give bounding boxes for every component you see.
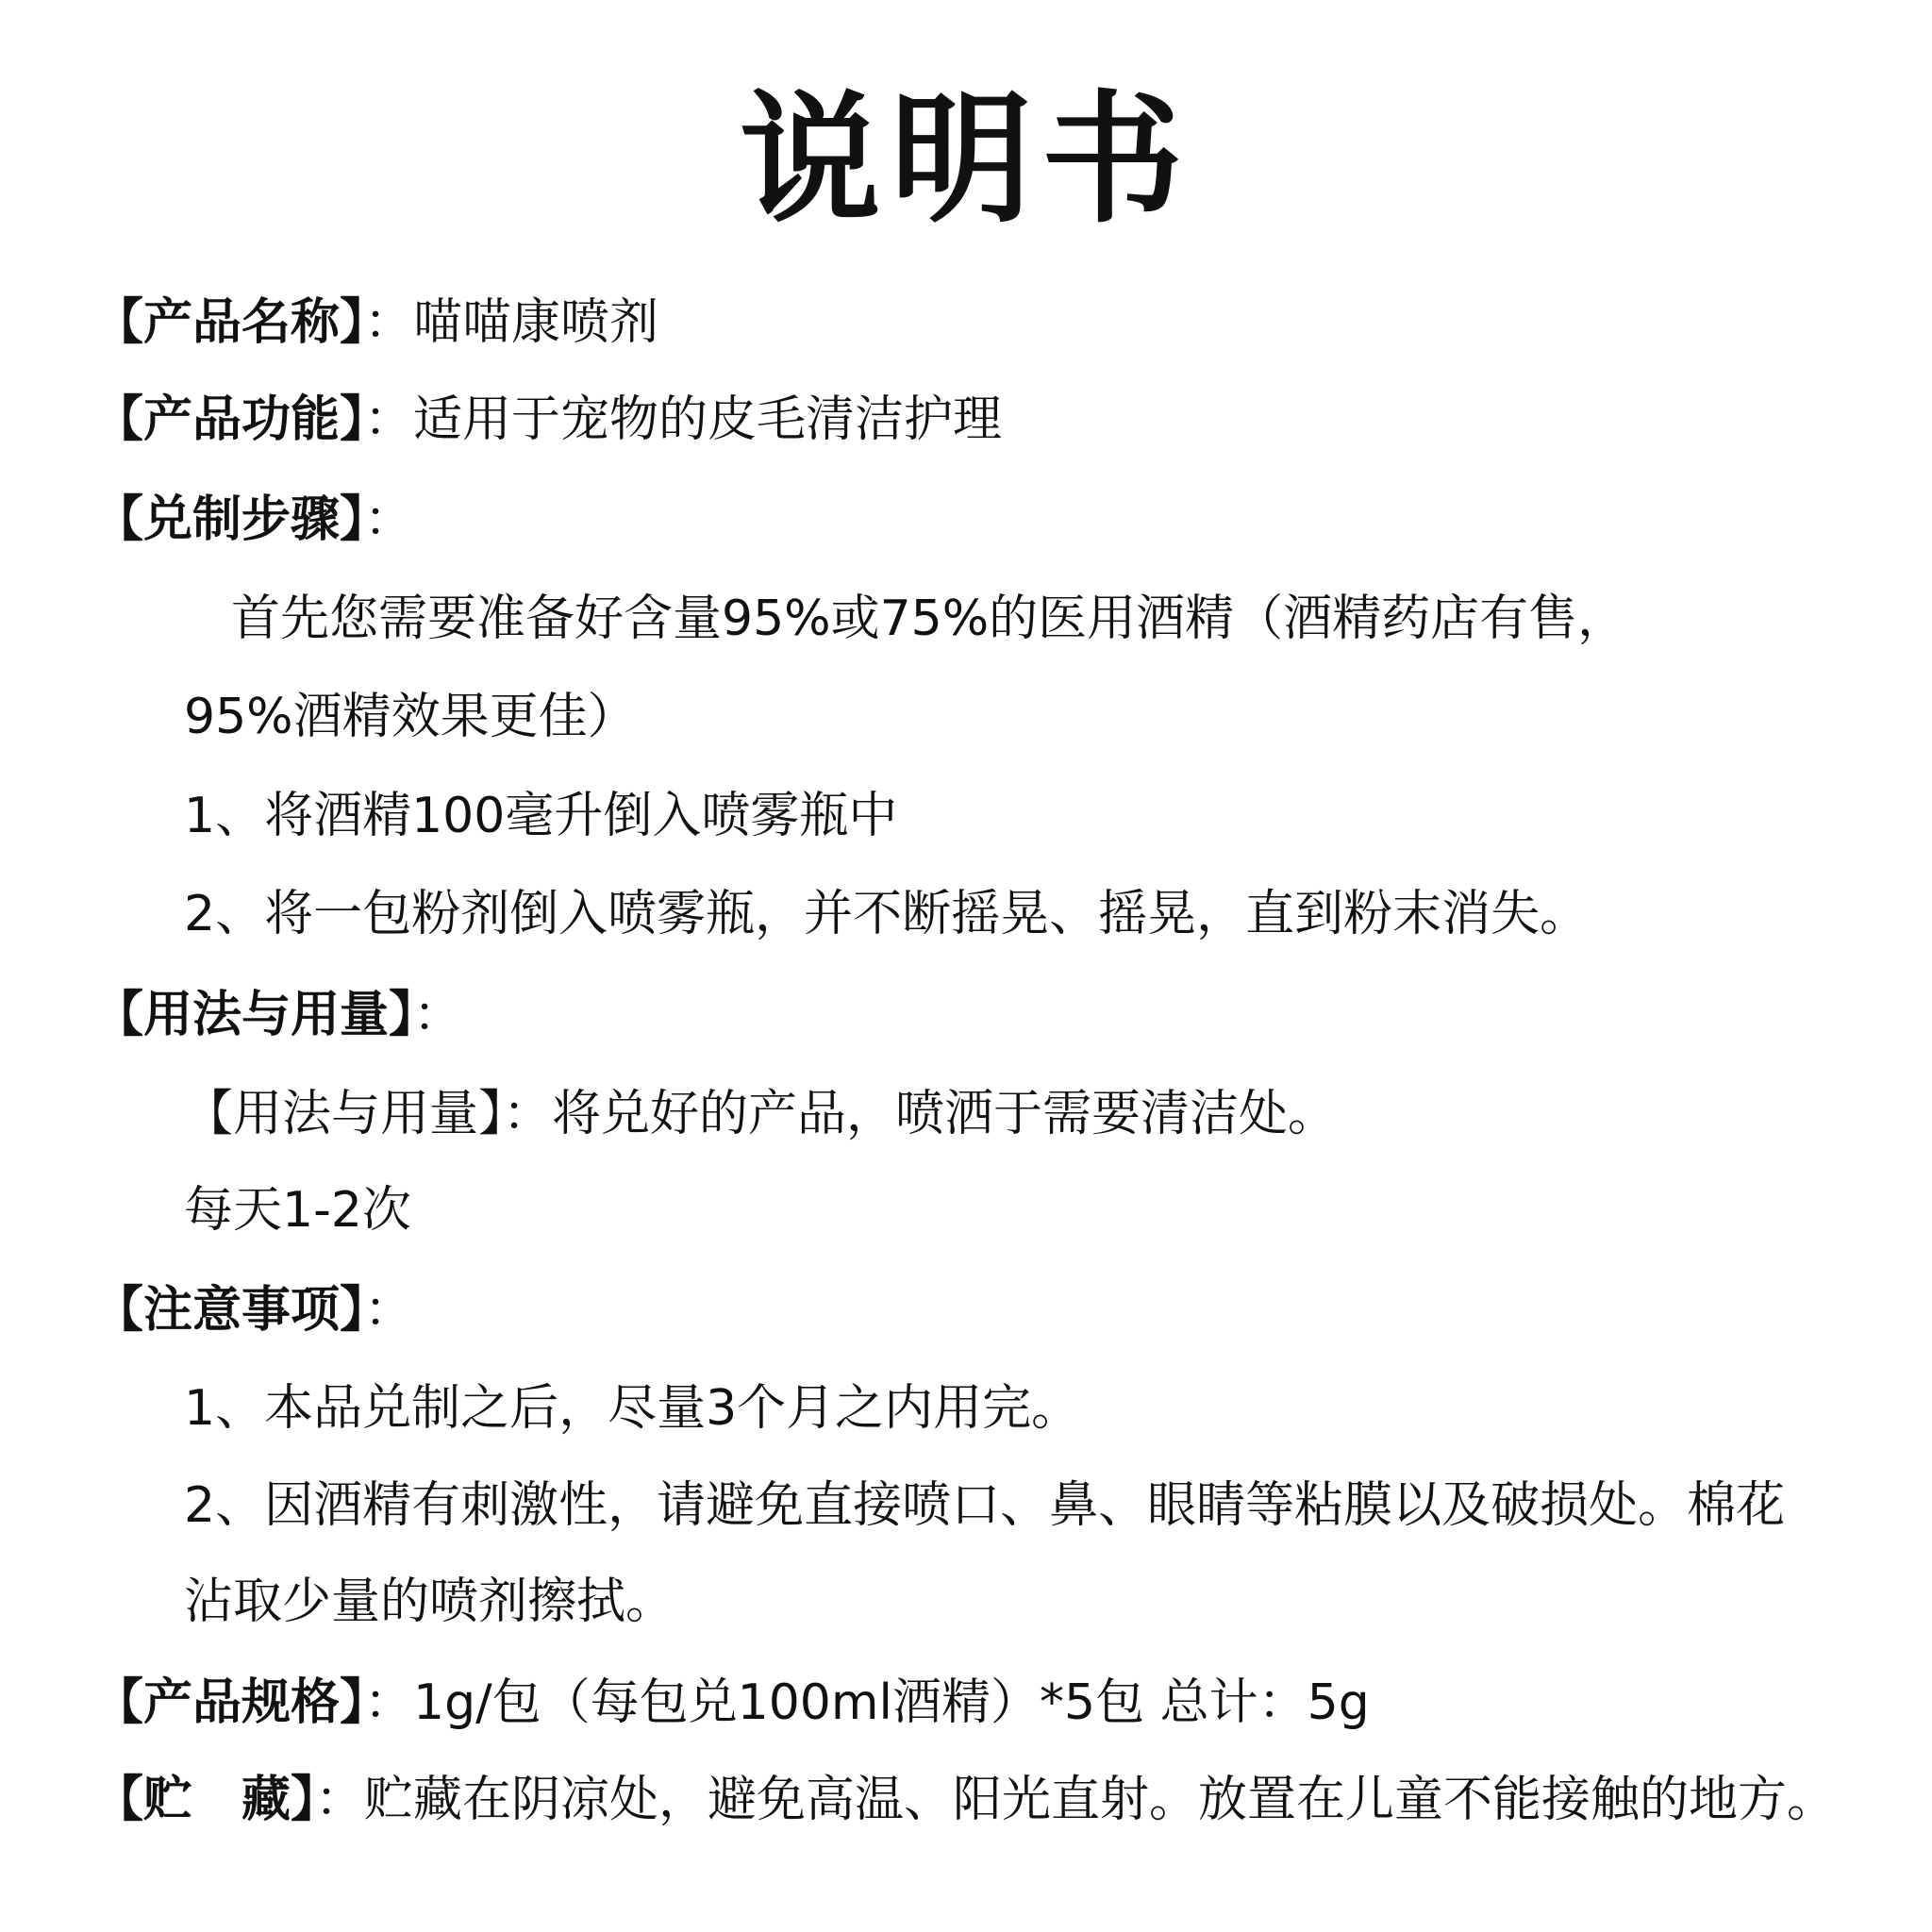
preparation-label: 【兑制步骤】 — [94, 491, 365, 548]
precautions-heading — [94, 1277, 413, 1343]
usage-line-1: 【用法与用量】：将兑好的产品，喷洒于需要清洁处。 — [184, 1086, 1338, 1142]
product-name-row — [94, 290, 658, 356]
product-name-label: 【产品名称】 — [94, 294, 365, 351]
usage-colon: ： — [413, 987, 463, 1043]
product-name-colon: ： — [364, 294, 414, 351]
specification-value: 1g/包（每包兑100ml酒精）*5包 总计：5g — [413, 1674, 1370, 1731]
storage-colon: ： — [315, 1772, 365, 1828]
precaution-item-2-line2: 沾取少量的喷剂擦拭。 — [184, 1574, 675, 1630]
preparation-heading — [94, 487, 413, 553]
storage-value: 贮藏在阴凉处，避免高温、阳光直射。放置在儿童不能接触的地方。 — [364, 1772, 1837, 1828]
product-function-label: 【产品功能】 — [94, 391, 365, 448]
product-name-value: 喵喵康喷剂 — [413, 294, 659, 351]
usage-label: 【用法与用量】 — [94, 987, 414, 1043]
preparation-step-1: 1、将酒精100毫升倒入喷雾瓶中 — [184, 788, 898, 844]
precautions-colon: ： — [364, 1282, 414, 1339]
usage-heading — [94, 982, 462, 1048]
specification-label: 【产品规格】 — [94, 1674, 365, 1731]
product-function-value: 适用于宠物的皮毛清洁护理 — [413, 391, 1003, 448]
preparation-colon: ： — [364, 491, 414, 548]
preparation-step-2: 2、将一包粉剂倒入喷雾瓶，并不断摇晃、摇晃，直到粉末消失。 — [184, 886, 1590, 942]
preparation-intro-line2: 95%酒精效果更佳） — [184, 689, 637, 745]
precaution-item-2-line1: 2、因酒精有刺激性，请避免直接喷口、鼻、眼睛等粘膜以及破损处。棉花 — [184, 1477, 1786, 1534]
preparation-intro-line1: 首先您需要准备好含量95%或75%的医用酒精（酒精药店有售， — [231, 591, 1627, 647]
product-function-colon: ： — [364, 391, 414, 448]
specification-colon: ： — [364, 1674, 414, 1731]
page-title: 说明书 — [739, 78, 1192, 242]
precautions-label: 【注意事项】 — [94, 1282, 365, 1339]
specification-row — [94, 1670, 1370, 1736]
usage-line-2: 每天1-2次 — [184, 1182, 411, 1239]
storage-label: 【贮 藏】 — [94, 1772, 316, 1828]
product-function-row — [94, 387, 1002, 453]
precaution-item-1: 1、本品兑制之后，尽量3个月之内用完。 — [184, 1380, 1081, 1437]
storage-row — [94, 1767, 1836, 1833]
